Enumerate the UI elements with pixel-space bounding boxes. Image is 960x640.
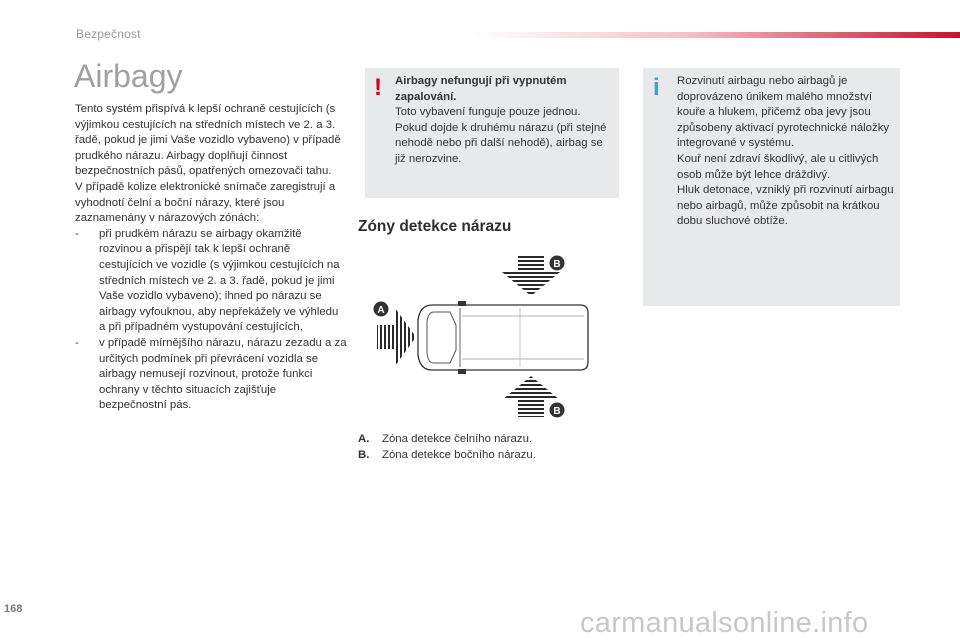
- front-impact-arrow: [377, 308, 416, 366]
- warning-title: Airbagy nefungují při vypnutém zapalování.: [395, 75, 567, 103]
- info-text: [677, 74, 897, 230]
- zones-heading: Zóny detekce nárazu: [358, 218, 512, 235]
- list-item: [75, 227, 347, 336]
- watermark: carmanualsonline.info: [580, 607, 869, 639]
- collision-paragraph: V případě kolize elektronické snímače zaregistrují a vyhodnotí čelní a boční nárazy, které jsou zaznamenány v nárazových zónách:: [75, 180, 336, 225]
- info-line-2: Kouř není zdraví škodlivý, ale u citlivých osob může být lehce dráždivý.: [677, 152, 879, 181]
- label-a: A: [377, 305, 385, 316]
- info-line-3: Hluk detonace, vzniklý při rozvinutí airbagu nebo airbagů, může způsobit na krátkou dobu sluchové obtíže.: [677, 184, 894, 228]
- legend-row-a: [358, 432, 536, 448]
- info-line-1: Rozvinutí airbagu nebo airbagů je doprovázeno únikem malého množství kouře a hlukem, přičemž oba jevy jsou způsobeny aktivací pyrotechnické náložky integrované v systému.: [677, 75, 890, 150]
- impact-zones-diagram: [370, 250, 600, 430]
- bullet-text: při prudkém nárazu se airbagy okamžitě rozvinou a přispějí tak k lepší ochraně cestujících ve vozidle (s výjimkou cestujících na středních místech ve 2. a 3. řadě, pokud je jimi Vaše vozidlo vybaveno); ihned po nárazu se airbagy vyfouknou, aby nepřekážely ve výhledu a při případném vystupování cestujících,: [99, 227, 340, 334]
- info-icon: i: [653, 74, 660, 101]
- warning-exclamation-icon: !: [374, 74, 382, 101]
- main-text-column: [75, 102, 347, 414]
- label-a-marker: [374, 302, 389, 317]
- label-b-bottom: B: [553, 406, 561, 417]
- warning-text: [395, 74, 613, 168]
- bullet-text: v případě mírnějšího nárazu, nárazu zezadu a za určitých podmínek při převrácení vozidla se airbagy nemusejí rozvinout, protože funkci ochrany v těchto situacích zajišťuje bezpečnostní pás.: [99, 336, 347, 412]
- bullet-list: [75, 227, 347, 414]
- page-number: 168: [4, 603, 23, 615]
- bullet-dash: -: [75, 227, 79, 240]
- legend-key: B.: [358, 448, 370, 461]
- intro-paragraph: Tento systém přispívá k lepší ochraně cestujících (s výjimkou cestujících na středních místech ve 2. a 3. řadě, pokud je jimi Vaše vozidlo vybaveno) v případě prudkého nárazu. Airbagy doplňují činnost bezpečnostních pásů, opatřených omezovači tahu.: [75, 103, 341, 178]
- zones-legend: [358, 432, 536, 463]
- section-label: Bezpečnost: [76, 27, 141, 41]
- legend-key: A.: [358, 433, 370, 445]
- legend-row-b: [358, 448, 536, 464]
- list-item: [75, 336, 347, 414]
- label-b-top: B: [553, 259, 561, 270]
- label-b-marker-top: [550, 256, 565, 271]
- warning-box: [365, 68, 619, 198]
- bullet-dash: -: [75, 336, 79, 349]
- legend-text: Zóna detekce bočního nárazu.: [382, 448, 536, 461]
- vehicle-top-view: [418, 301, 588, 374]
- label-b-marker-bottom: [550, 403, 565, 418]
- page-title: Airbagy: [74, 58, 183, 94]
- warning-line-2: Pokud dojde k druhému nárazu (při stejné nehodě nebo při další nehodě), airbag se již nerozvine.: [395, 121, 607, 165]
- info-box: [643, 68, 900, 306]
- legend-text: Zóna detekce čelního nárazu.: [382, 433, 533, 445]
- warning-line-1: Toto vybavení funguje pouze jednou.: [395, 106, 581, 119]
- header-accent-bar: [470, 32, 960, 38]
